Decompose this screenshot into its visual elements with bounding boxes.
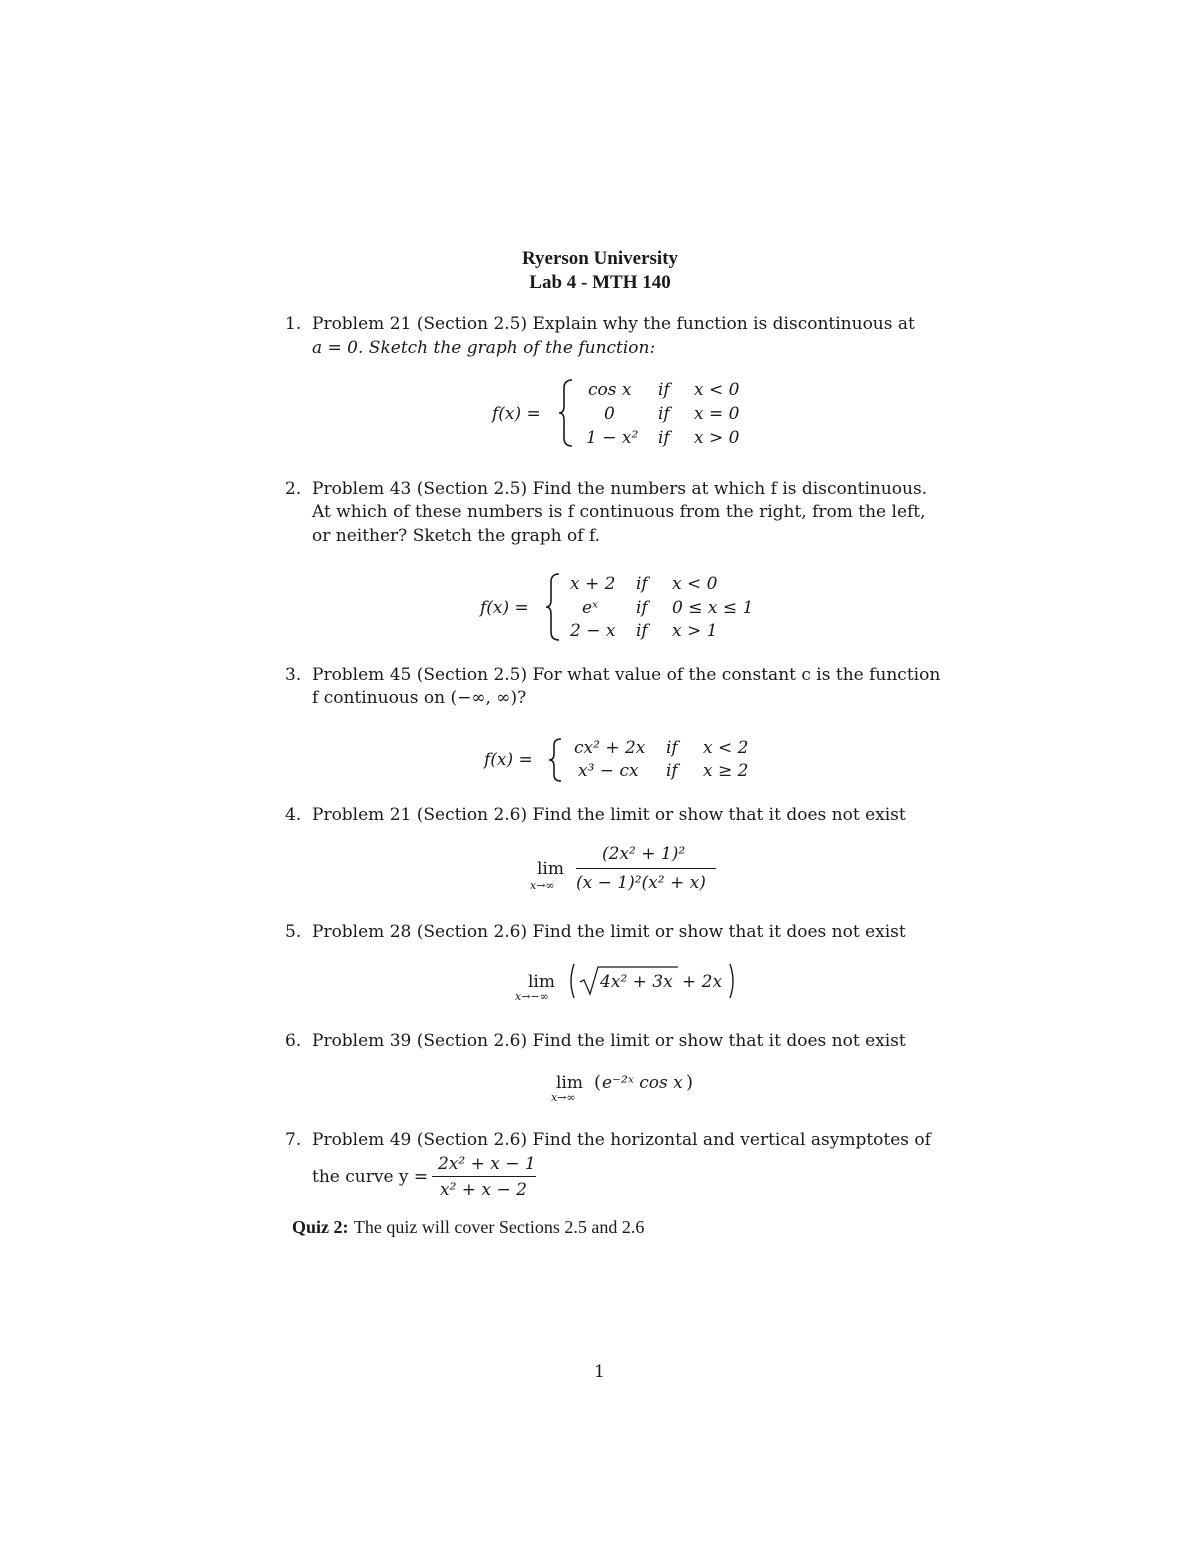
problem-4-number: 4. <box>285 805 302 825</box>
problem-6-number: 6. <box>285 1031 302 1051</box>
problem-1-case-2-cond: x = 0 <box>694 404 740 424</box>
problem-1-case-1-expr: cos x <box>588 380 632 400</box>
problem-2-case-2-cond: 0 ≤ x ≤ 1 <box>672 598 754 618</box>
problem-2-number: 2. <box>285 479 302 499</box>
problem-4-lim-sub: x→∞ <box>530 879 555 892</box>
problem-1-brace <box>558 378 576 448</box>
problem-2-brace <box>545 572 563 642</box>
problem-3-case-2-expr: x³ − cx <box>578 761 639 781</box>
institution-title: Ryerson University <box>521 248 679 269</box>
problem-6-lim-sub: x→∞ <box>551 1091 576 1104</box>
problem-5-radicand: 4x² + 3x <box>600 972 673 992</box>
problem-3-fx-label: f(x) = <box>484 750 533 770</box>
problem-7-numerator: 2x² + x − 1 <box>438 1154 536 1174</box>
problem-3-line-2: f continuous on (−∞, ∞)? <box>312 688 527 708</box>
problem-5-tail: + 2x <box>682 972 723 992</box>
problem-7-denominator: x² + x − 2 <box>440 1180 527 1200</box>
problem-2-fx-label: f(x) = <box>480 598 529 618</box>
problem-1-case-3-if: if <box>658 428 670 448</box>
problem-4-numerator: (2x² + 1)² <box>602 844 686 864</box>
quiz-text: The quiz will cover Sections 2.5 and 2.6 <box>353 1217 645 1237</box>
problem-6-close-paren: ) <box>686 1072 694 1093</box>
problem-6-line-1: Problem 39 (Section 2.6) Find the limit or show that it does not exist <box>312 1031 906 1051</box>
problem-2-line-1: Problem 43 (Section 2.5) Find the numbers at which f is discontinuous. <box>312 479 928 499</box>
problem-2-case-3-if: if <box>636 621 648 641</box>
problem-1-line-2: a = 0. Sketch the graph of the function: <box>312 338 656 358</box>
problem-5-lim: lim <box>528 972 555 992</box>
quiz-note <box>292 1218 644 1237</box>
problem-1-case-1-cond: x < 0 <box>694 380 740 400</box>
quiz-label: Quiz 2: <box>292 1217 349 1237</box>
problem-7-line-1: Problem 49 (Section 2.6) Find the horizontal and vertical asymptotes of <box>312 1130 931 1150</box>
problem-4-denominator: (x − 1)²(x² + x) <box>576 873 706 893</box>
problem-2-case-1-expr: x + 2 <box>570 574 616 594</box>
problem-1-case-3-expr: 1 − x² <box>586 428 639 448</box>
problem-7-line-2: the curve y = <box>312 1167 429 1187</box>
problem-1-case-1-if: if <box>658 380 670 400</box>
problem-4-line-1: Problem 21 (Section 2.6) Find the limit or show that it does not exist <box>312 805 906 825</box>
problem-3-brace <box>548 737 564 783</box>
problem-5-lim-sub: x→−∞ <box>515 990 549 1003</box>
problem-6-lim: lim <box>556 1073 583 1093</box>
problem-3-case-2-cond: x ≥ 2 <box>703 761 749 781</box>
problem-2-case-1-if: if <box>636 574 648 594</box>
problem-6-open-paren: ( <box>594 1072 602 1093</box>
problem-5-number: 5. <box>285 922 302 942</box>
problem-3-case-1-cond: x < 2 <box>703 738 749 758</box>
problem-3-case-1-if: if <box>666 738 678 758</box>
problem-7-number: 7. <box>285 1130 302 1150</box>
problem-3-line-1: Problem 45 (Section 2.5) For what value of the constant c is the function <box>312 665 941 685</box>
problem-2-case-2-expr: eˣ <box>582 598 599 618</box>
problem-2-case-3-expr: 2 − x <box>570 621 616 641</box>
problem-6-expr: e⁻²ˣ cos x <box>602 1073 683 1093</box>
problem-2-case-2-if: if <box>636 598 648 618</box>
problem-1-case-2-if: if <box>658 404 670 424</box>
problem-1-case-2-expr: 0 <box>604 404 615 424</box>
problem-2-case-1-cond: x < 0 <box>672 574 718 594</box>
problem-2-case-3-cond: x > 1 <box>672 621 718 641</box>
problem-1-number: 1. <box>285 314 302 334</box>
problem-3-case-1-expr: cx² + 2x <box>574 738 646 758</box>
problem-4-lim: lim <box>537 859 564 879</box>
problem-3-case-2-if: if <box>666 761 678 781</box>
problem-3-number: 3. <box>285 665 302 685</box>
problem-2-line-2: At which of these numbers is f continuous from the right, from the left, <box>312 502 926 522</box>
problem-4-fraction-bar <box>576 868 716 869</box>
problem-1-line-1: Problem 21 (Section 2.5) Explain why the function is discontinuous at <box>312 314 915 334</box>
lab-title: Lab 4 - MTH 140 <box>529 272 671 293</box>
problem-2-line-3: or neither? Sketch the graph of f. <box>312 526 601 546</box>
problem-7-fraction-bar <box>432 1176 536 1177</box>
problem-5-line-1: Problem 28 (Section 2.6) Find the limit or show that it does not exist <box>312 922 906 942</box>
problem-1-fx-label: f(x) = <box>492 404 541 424</box>
problem-1-case-3-cond: x > 0 <box>694 428 740 448</box>
page-number: 1 <box>594 1362 605 1382</box>
